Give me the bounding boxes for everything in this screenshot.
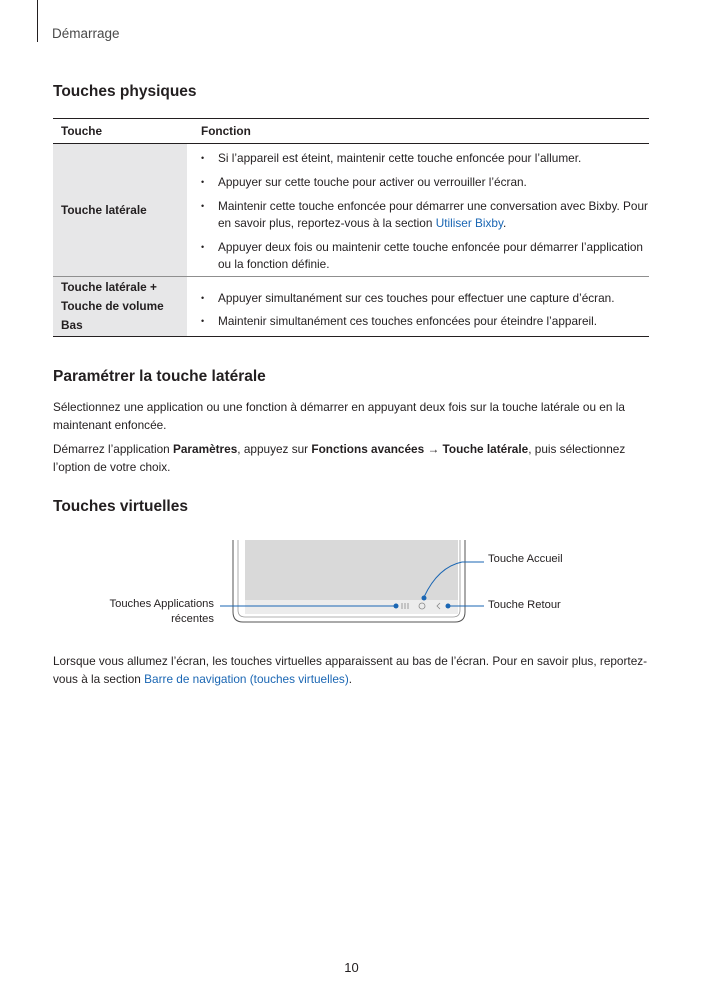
label-home-key: Touche Accueil — [488, 553, 563, 565]
menu-fonctions-avancees: Fonctions avancées — [311, 442, 425, 456]
section-title-side-key-setup: Paramétrer la touche latérale — [53, 368, 266, 385]
label-line: récentes — [171, 613, 214, 625]
key-line: Touche latérale + — [61, 280, 157, 294]
section-title-virtual-keys: Touches virtuelles — [53, 498, 188, 515]
list-item: • Appuyer simultanément sur ces touches pour effectuer une capture d’écran. — [201, 290, 649, 307]
table-row — [53, 277, 649, 337]
arrow: → — [424, 442, 443, 456]
keys-table — [53, 118, 649, 337]
row-functions — [187, 277, 649, 336]
side-key-paragraph-2 — [53, 440, 649, 476]
list-item: • Si l’appareil est éteint, maintenir cette touche enfoncée pour l’allumer. — [201, 150, 649, 167]
text: . — [348, 672, 353, 686]
column-header-function: Fonction — [201, 124, 251, 138]
text: , puis sélectionnez l’option de votre choix. — [53, 442, 626, 474]
link-utiliser-bixby[interactable]: Utiliser Bixby — [435, 216, 503, 230]
home-callout-dot — [422, 596, 427, 601]
section-title-physical-keys: Touches physiques — [53, 83, 197, 100]
text: , appuyez sur — [237, 442, 312, 456]
recent-callout-dot — [394, 604, 399, 609]
menu-touche-laterale: Touche latérale — [442, 442, 529, 456]
text: Lorsque vous allumez l’écran, les touches virtuelles apparaissent au bas de l’écran. Pour en savoir plus, reportez-vous à la section — [53, 654, 648, 686]
side-key-paragraph-1: Sélectionnez une application ou une fonction à démarrer en appuyant deux fois sur la touche latérale ou en la maintenant enfoncée. — [53, 400, 625, 432]
back-callout-dot — [446, 604, 451, 609]
list-item — [201, 198, 649, 232]
row-key-side-volume — [53, 277, 187, 336]
list-item-text-end: . — [503, 216, 507, 230]
list-item: • Maintenir simultanément ces touches enfoncées pour éteindre l’appareil. — [201, 313, 649, 330]
key-line: Bas — [61, 318, 83, 332]
table-row — [53, 144, 649, 277]
phone-illustration — [0, 530, 703, 640]
navigation-bar — [245, 600, 458, 614]
list-item: • Appuyer deux fois ou maintenir cette touche enfoncée pour démarrer l’application ou la fonction définie. — [201, 239, 649, 273]
label-recent-apps-key — [110, 597, 214, 627]
row-key-side: Touche latérale — [53, 144, 187, 276]
column-header-key: Touche — [61, 124, 103, 138]
key-line: Touche de volume — [61, 299, 164, 313]
table-header — [53, 118, 649, 144]
link-navigation-bar[interactable]: Barre de navigation (touches virtuelles) — [144, 672, 349, 686]
page-number: 10 — [344, 960, 359, 975]
navigation-bar-figure — [0, 530, 703, 640]
list-item: • Appuyer sur cette touche pour activer ou verrouiller l’écran. — [201, 174, 649, 191]
text: Démarrez l’application — [53, 442, 173, 456]
virtual-keys-paragraph — [53, 652, 649, 688]
screen-area — [245, 540, 458, 600]
label-back-key: Touche Retour — [488, 599, 561, 611]
menu-parametres: Paramètres — [173, 442, 238, 456]
running-header: Démarrage — [52, 26, 120, 41]
list-item-text: Maintenir cette touche enfoncée pour démarrer une conversation avec Bixby. Pour en savoir plus, reportez-vous à la section — [218, 199, 648, 230]
label-line: Touches Applications — [109, 598, 214, 610]
header-rule — [37, 0, 38, 42]
row-functions — [187, 144, 649, 276]
